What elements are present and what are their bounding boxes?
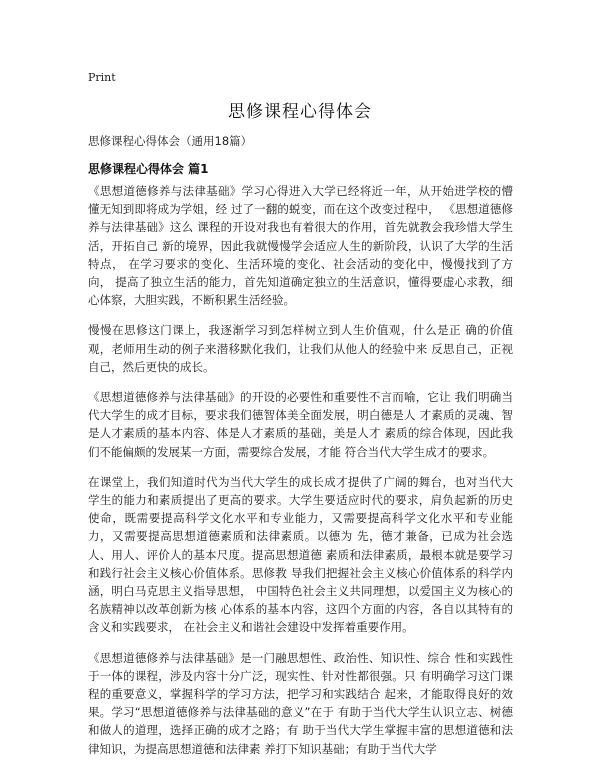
body-paragraph: 《思想道德修养与法律基础》学习心得进入大学已经将近一年，从开始进学校的懵懂无知到即将成为学姐，经 过了一翻的蜕变，而在这个改变过程中， 《思想道德修养与法律基础》这么 课程的开设对我也有着很大的作用，首先就教会我珍惜大学生活，开拓自己 新的境界，因此我就慢慢学会适应人生的新阶段，认识了大学的生活特点， 在学习要求的变化、生活环境的变化、社会活动的变化中，慢慢找到了方向， 提高了独立生活的能力，首先知道确定独立的生活意识，懂得要虚心求教，细心体察，大胆实践，不断积累生活经验。 [88,184,513,308]
body-paragraph: 在课堂上，我们知道时代为当代大学生的成长成才提供了广阔的舞台，也对当代大学生的能力和素质提出了更高的要求。大学生要适应时代的要求，肩负起新的历史使命，既需要提高科学文化水平和专业能力，又需要提高科学文化水平和专业能力，又需要提高思想道德素质和法律素质。以德为 先，德才兼备，已成为社会选人、用人、评价人的基本尺度。提高思想道德 素质和法律素质，最根本就是要学习和践行社会主义核心价值体系。思修教 导我们把握社会主义核心价值体系的科学内涵，明白马克思主义指导思想， 中国特色社会主义共同理想，以爱国主义为核心的名族精神以改革创新为核 心体系的基本内容，这四个方面的内容，各自以其特有的含义和实践要求， 在社会主义和谐社会建设中发挥着重要作用。 [88,474,513,635]
document-subtitle: 思修课程心得体会（通用18篇） [88,134,253,148]
print-label: Print [88,71,116,84]
document-title: 思修课程心得体会 [228,102,372,122]
section-heading: 思修课程心得体会 篇1 [88,162,209,176]
body-paragraph: 《思想道德修养与法律基础》的开设的必要性和重要性不言而喻，它让 我们明确当代大学生的成才目标，要求我们德智体美全面发展，明白德是人 才素质的灵魂、智是人才素质的基本内容、体是人才素质的基础，美是人才 素质的综合体现，因此我们不能偏颇的发展某一方面，需要综合发展，才能 符合当代大学生成才的要求。 [88,390,513,459]
body-paragraph: 《思想道德修养与法律基础》是一门融思想性、政治性、知识性、综合 性和实践性于一体的课程，涉及内容十分广泛，现实性、针对性都很强。只 有明确学习这门课程的重要意义，掌握科学的学习方法，把学习和实践结合 起来，才能取得良好的效果。学习“思想道德修养与法律基础的意义”在于 有助于当代大学生认识立志、树德和做人的道理，选择正确的成才之路；有 助于当代大学生掌握丰富的思想道德和法律知识，为提高思想道德和法律素 养打下知识基础；有助于当代大学 [88,650,513,756]
body-paragraph: 慢慢在思修这门课上，我逐渐学习到怎样树立到人生价值观，什么是正 确的价值观，老师用生动的例子来潜移默化我们，让我们从他人的经验中来 反思自己，正视自己，然后更快的成长。 [88,323,513,374]
document-body [88,182,513,770]
